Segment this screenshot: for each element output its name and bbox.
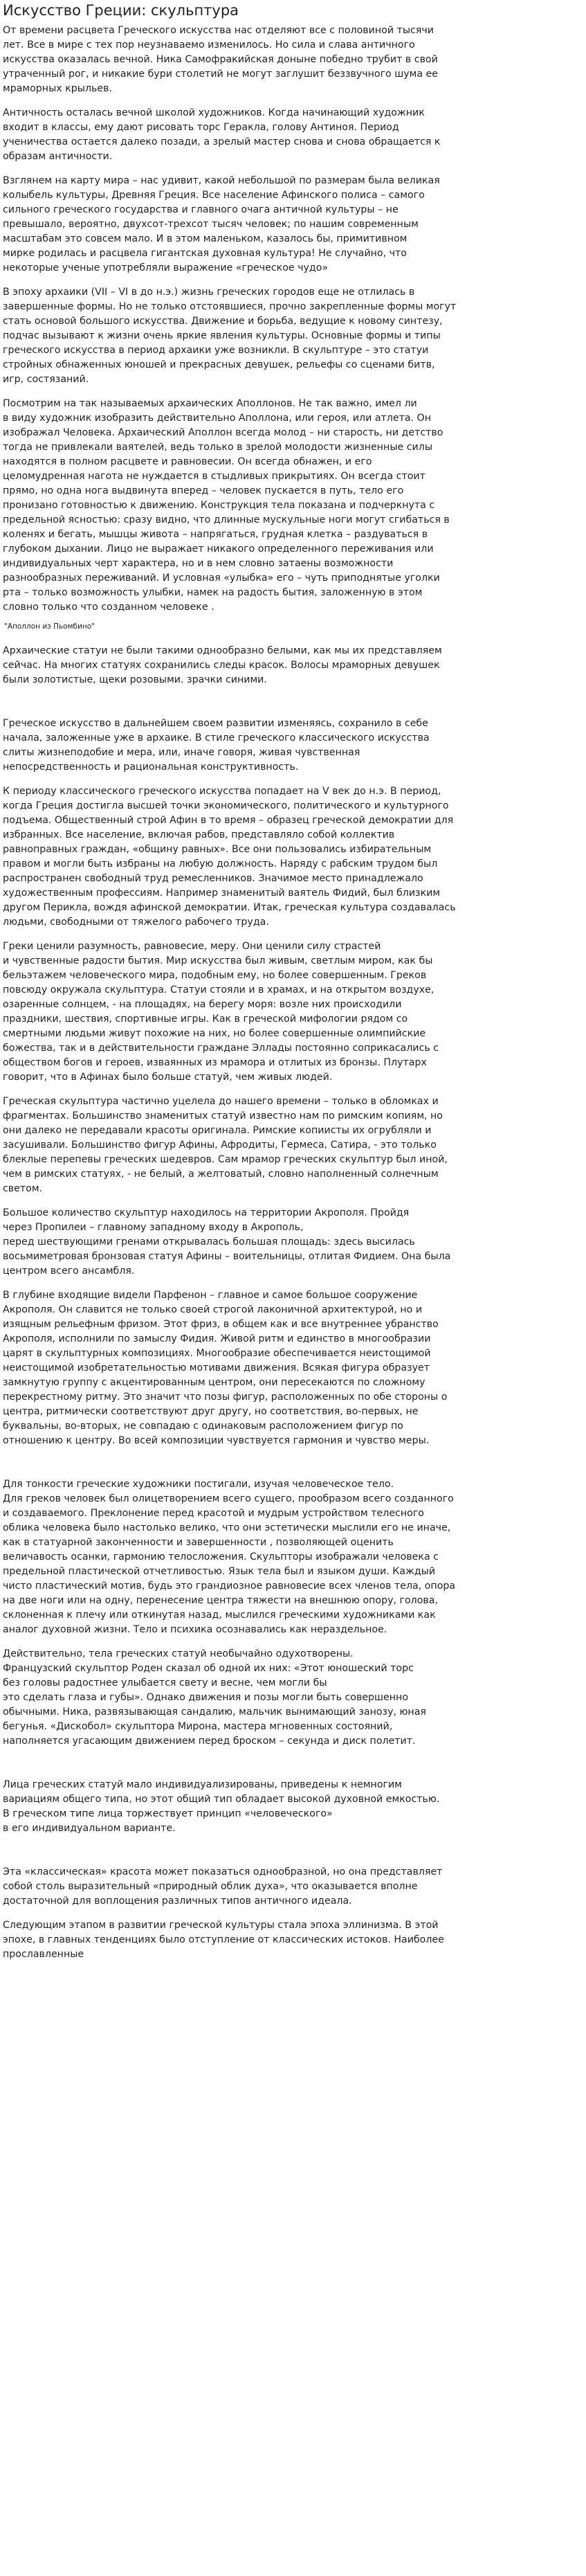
body-paragraph: Взглянем на карту мира – нас удивит, какой небольшой по размерам была великая колыбель культуры, Древняя Греция. Все население Афинского полиса – самого сильного греческого государства и главного очага античной культуры – не превышало, вероятно, двухсот-трехсот тысяч человек; по нашим современным масштабам это совсем мало. И в этом маленьком, казалось бы, примитивном мирке родилась и расцвела гигантская духовная культура! Не случайно, что некоторые ученые употребляли выражение «греческое чудо» — [3, 175, 440, 273]
body-paragraph: В эпоху архаики (VII – VI в до н.э.) жизнь греческих городов еще не отлилась в завершенные формы. Но не только отстоявшиеся, прочно закрепленные формы могут стать основой большого искусства. Движение и борьба, ведущие к новому синтезу, подчас вызывают к жизни очень яркие явления культуры. Основные формы и типы греческого искусства в период архаики уже возникли. В скульптуре – это статуи стройных обнаженных юношей и прекрасных девушек, рельефы со сценами битв, игр, состязаний. — [3, 287, 457, 385]
image-caption: "Аполлон из Пьомбино" — [4, 622, 95, 631]
body-paragraph: Для тонкости греческие художники постигали, изучая человеческое тело. Для греков человек был олицетворением всего сущего, прообразом всего созданного и создаваемого. Преклонение перед красотой и мудрым устройством телесного облика человека было настолько велико, что они эстетически мыслили его не иначе, как в статуарной законченности и завершенности , позволяющей оценить величавость осанки, гармонию телосложения. Скульпторы изображали человека с предельной пластической отчетливостью. Язык тела был и языком души. Каждый чисто пластический мотив, будь это грандиозное равновесие всех членов тела, опора на две ноги или на одну, перенесение центра тяжести на внешнюю опору, голова, склоненная к плечу или откинутая назад, мыслился греческими художниками как аналог духовной жизни. Тело и психика осознавались как нераздельное. — [3, 1479, 456, 1635]
body-paragraph: К периоду классического греческого искусства попадает на V век до н.э. В период, когда Греция достигла высшей точки экономического, политического и культурного подъема. Общественный строй Афин в то время – образец греческой демократии для избранных. Все население, включая рабов, представляло собой коллектив равноправных граждан, «общину равных». Все они пользовались избирательным правом и могли быть избраны на любую должность. Наряду с рабским трудом был распространен свободный труд ремесленников. Значимое место принадлежало художественным профессиям. Например знаменитый ваятель Фидий, был близким другом Перикла, вождя афинской демократии. Итак, греческая культура создавалась людьми, свободными от тяжелого рабочего труда. — [3, 786, 456, 928]
body-paragraph: Лица греческих статуй мало индивидуализированы, приведены к немногим вариациям общего типа, но этот общий тип обладает высокой духовной емкостью. В греческом типе лица торжествует принцип «человеческого» в его индивидуальном варианте. — [3, 1779, 440, 1834]
page-title: Искусство Греции: скульптура — [3, 2, 239, 19]
body-paragraph: Посмотрим на так называемых архаических Аполлонов. Не так важно, имел ли в виду художник изобразить действительно Аполлона, или героя, или атлета. Он изображал Человека. Архаический Аполлон всегда молод – ни старость, ни детство тогда не привлекали ваятелей, ведь только в зрелой молодости жизненные силы находятся в полном расцвете и равновесии. Он всегда обнажен, и его целомудренная нагота не нуждается в стыдливых прикрытиях. Он всегда стоит прямо, но одна нога выдвинута вперед – человек пускается в путь, тело его пронизано готовностью к движению. Конструкция тела показана и подчеркнута с предельной ясностью: сразу видно, что длинные мускульные ноги могут сгибаться в коленях и бегать, мышцы живота – напрягаться, грудная клетка – раздуваться в глубоком дыхании. Лицо не выражает никакого определенного переживания или индивидуальных черт характера, но и в нем словно затаены возможности разнообразных переживаний. И условная «улыбка» его – чуть приподнятые уголки рта – только возможность улыбки, намек на радость бытия, заложенную в этом словно только что созданном человеке . — [3, 398, 450, 613]
body-paragraph: Греческая скульптура частично уцелела до нашего времени – только в обломках и фрагментах. Большинство знаменитых статуй известно нам по римским копиям, но они далеко не передавали красоты оригинала. Римские копиисты их огрубляли и засушивали. Большинство фигур Афины, Афродиты, Гермеса, Сатира, - это только блеклые перепевы греческих шедевров. Сам мрамор греческих скульптур был иной, чем в римских статуях, - не белый, а желтоватый, словно наполненный солнечным светом. — [3, 1096, 448, 1194]
body-paragraph: Греческое искусство в дальнейшем своем развитии изменяясь, сохранило в себе начала, заложенные уже в архаике. В стиле греческого классического искусства слиты жизнеподобие и мера, или, иначе говоря, живая чувственная непосредственность и рациональная конструктивность. — [3, 718, 430, 773]
body-paragraph: Греки ценили разумность, равновесие, меру. Они ценили силу страстей и чувственные радости бытия. Мир искусства был живым, светлым миром, как бы бельэтажем человеческого мира, подобным ему, но более совершенным. Греков повсюду окружала скульптура. Статуи стояли и в храмах, и на открытом воздухе, озаренные солнцем, - на площадях, на берегу моря: возле них происходили праздники, шествия, спортивные игры. Как в греческой мифологии рядом со смертными людьми живут похожие на них, но более совершенные олимпийские божества, так и в действительности граждане Эллады постоянно соприкасались с обществом богов и героев, изваянных из мрамора и отлитых из бронзы. Плутарх говорит, что в Афинах было больше статуй, чем живых людей. — [3, 941, 439, 1083]
body-paragraph: Античность осталась вечной школой художников. Когда начинающий художник входит в классы, ему дают рисовать торс Геракла, голову Антиноя. Период ученичества остается далеко позади, а зрелый мастер снова и снова обращается к образам античности. — [3, 107, 441, 162]
body-paragraph: Следующим этапом в развитии греческой культуры стала эпоха эллинизма. В этой эпохе, в главных тенденциях было отступление от классических истоков. Наиболее прославленные — [3, 1920, 444, 1960]
article-body — [3, 24, 583, 1962]
body-paragraph: Эта «классическая» красота может показаться однообразной, но она представляет собой столь выразительный «природный облик духа», что оказывается вполне достаточной для воплощения различных типов античного идеала. — [3, 1866, 443, 1907]
body-paragraph: От времени расцвета Греческого искусства нас отделяют все с половиной тысячи лет. Все в мире с тех пор неузнаваемо изменилось. Но сила и слава античного искусства оказалась вечной. Ника Самофракийская доныне победно трубит в свой утраченный рог, и никакие бури столетий не могут заглушит беззвучного шума ее мраморных крыльев. — [3, 25, 438, 94]
body-paragraph: Действительно, тела греческих статуй необычайно одухотворены. Французский скульптор Роден сказал об одной их них: «Этот юношеский торс без головы радостнее улыбается свету и весне, чем могли бы это сделать глаза и губы». Однако движения и позы могли быть совершенно обычными. Ника, развязывающая сандалию, мальчик вынимающий занозу, юная бегунья. «Дискобол» скульптора Мирона, мастера мгновенных состояний, наполняется угасающим движением перед броском – секунда и диск полетит. — [3, 1648, 426, 1747]
body-paragraph: В глубине входящие видели Парфенон – главное и самое большое сооружение Акрополя. Он славится не только своей строгой лаконичной архитектурой, но и изящным рельефным фризом. Этот фриз, в общем как и все внутреннее убранство Акрополя, исполнили по замыслу Фидия. Живой ритм и единство в многообразии царят в скульптурных композициях. Многообразие обеспечивается неистощимой неистощимой изобретательностью мотивами движения. Всякая фигура образует замкнутую группу с акцентированным центром, они пересекаются по сложному перекрестному ритму. Это значит что позы фигур, расположенных по обе стороны о центра, ритмически соответствуют друг другу, но соответствия, во-первых, не буквальны, во-вторых, не совпадаю с одинаковым расположением фигур по отношению к центру. Во всей композиции чувствуется гармония и чувство меры. — [3, 1290, 448, 1446]
body-paragraph: Архаические статуи не были такими однообразно белыми, как мы их представляем сейчас. На многих статуях сохранились следы красок. Волосы мраморных девушек были золотистые, щеки розовыми. зрачки синими. — [3, 645, 442, 685]
body-paragraph: Большое количество скульптур находилось на территории Акрополя. Пройдя через Пропилеи – главному западному входу в Акрополь, перед шествующими гренами открывалась большая площадь: здесь высилась восьмиметровая бронзовая статуя Афины – воительницы, отлитая Фидием. Она была центром всего ансамбля. — [3, 1207, 451, 1277]
